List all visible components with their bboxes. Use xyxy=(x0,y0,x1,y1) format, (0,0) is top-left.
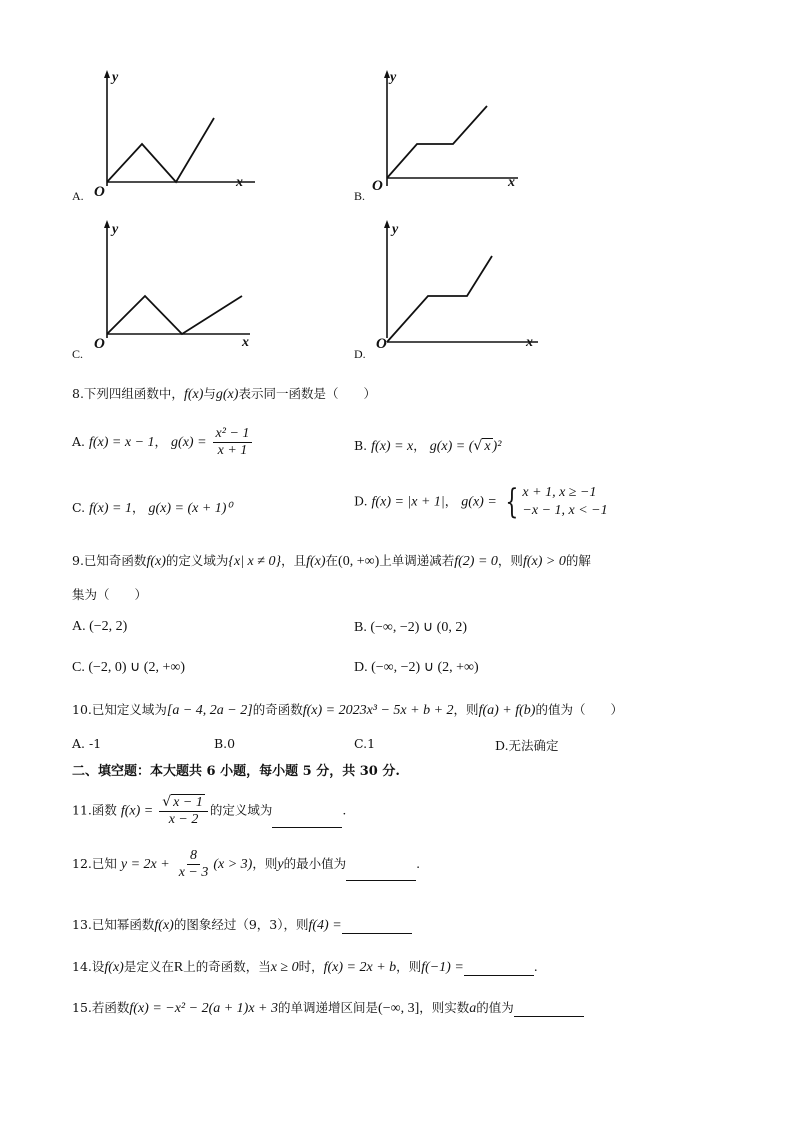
axis-x-label: x xyxy=(526,335,533,350)
question-9-stem: 9.已知奇函数f(x)的定义域为{x| x ≠ 0}，且f(x)在(0, +∞)上单调递减若f(2) = 0，则f(x) > 0的解 xyxy=(72,553,591,569)
axis-y-label: y xyxy=(390,70,397,85)
option-letter-a: A. xyxy=(72,189,84,203)
answer-blank[interactable] xyxy=(272,813,342,828)
question-10-option-c: C.1 xyxy=(354,736,376,751)
fraction: √ x − 1 x − 2 xyxy=(159,794,208,828)
question-8-option-c: C. f(x) = 1， g(x) = (x + 1)⁰ xyxy=(72,500,233,516)
axis-y-label: y xyxy=(392,222,399,237)
axis-x-label: x xyxy=(242,335,249,350)
origin-label: O xyxy=(376,336,387,352)
axis-x-label: x xyxy=(508,175,515,190)
question-15: 15.若函数f(x) = −x² − 2(a + 1)x + 3的单调递增区间是(−∞, 3]，则实数a的值为 xyxy=(72,998,584,1017)
origin-label: O xyxy=(372,178,383,194)
axis-y-label: y xyxy=(112,222,119,237)
question-10-option-b: B.0 xyxy=(214,736,236,751)
option-letter-d: D. xyxy=(354,347,366,361)
question-12: 12.已知 y = 2x + $\frac{8}{x - 3}$ (x > 3)，则y的最小值为 . xyxy=(72,848,421,880)
question-9-option-a: A. (−2, 2) xyxy=(72,619,128,634)
piecewise-brace: { x + 1, x ≥ −1 −x − 1, x < −1 xyxy=(505,482,608,522)
square-root: √ x xyxy=(473,438,491,454)
option-letter-c: C. xyxy=(72,347,84,361)
question-11: 11.函数 f(x) = √ x − 1 x − 2 的定义域为 . xyxy=(72,794,347,827)
answer-blank[interactable] xyxy=(342,919,412,934)
question-8-option-a: A. f(x) = x − 1， g(x) = $\frac{\text{x² − 1}}{x + 1}$ xyxy=(72,426,254,459)
question-14: 14.设f(x)是定义在R上的奇函数，当x ≥ 0时，f(x) = 2x + b，则f(−1) = . xyxy=(72,959,538,975)
question-9-option-d: D. (−∞, −2) ∪ (2, +∞) xyxy=(354,660,479,675)
question-9-stem-line2: 集为（ ） xyxy=(72,587,148,602)
origin-label: O xyxy=(94,336,105,352)
option-letter-b: B. xyxy=(354,189,366,203)
question-10-option-d: D.无法确定 xyxy=(495,738,559,753)
fraction: $\frac{\text{x² − 1}}{x + 1}$ xyxy=(213,426,253,459)
question-9-option-c: C. (−2, 0) ∪ (2, +∞) xyxy=(72,660,186,675)
question-8-option-d: D. f(x) = |x + 1|， g(x) = { x + 1, x ≥ −1 −x − 1, x < −1 xyxy=(354,482,608,522)
fraction: $\frac{8}{x - 3}$ xyxy=(178,848,209,880)
section-heading-fill-in: 二、填空题：本大题共 6 小题，每小题 5 分，共 30 分. xyxy=(72,764,400,779)
question-8-stem: 8.下列四组函数中，f(x)与g(x)表示同一函数是（ ） xyxy=(72,386,376,402)
question-9-option-b: B. (−∞, −2) ∪ (0, 2) xyxy=(354,620,468,635)
answer-blank[interactable] xyxy=(514,1002,584,1017)
answer-blank[interactable] xyxy=(464,961,534,976)
question-13: 13.已知幂函数f(x)的图象经过（9，3），则f(4) = xyxy=(72,915,412,934)
origin-label: O xyxy=(94,184,105,200)
axis-x-label: x xyxy=(236,175,243,190)
question-10-stem: 10.已知定义域为[a − 4, 2a − 2]的奇函数f(x) = 2023x³ − 5x + b + 2，则f(a) + f(b)的值为（ ） xyxy=(72,702,623,718)
axis-y-label: y xyxy=(112,70,119,85)
graph-option-a xyxy=(90,68,260,198)
answer-blank[interactable] xyxy=(346,866,416,881)
question-8-option-b: B. f(x) = x， g(x) = ( √ x )² xyxy=(354,438,502,454)
question-10-option-a: A. -1 xyxy=(72,736,102,751)
